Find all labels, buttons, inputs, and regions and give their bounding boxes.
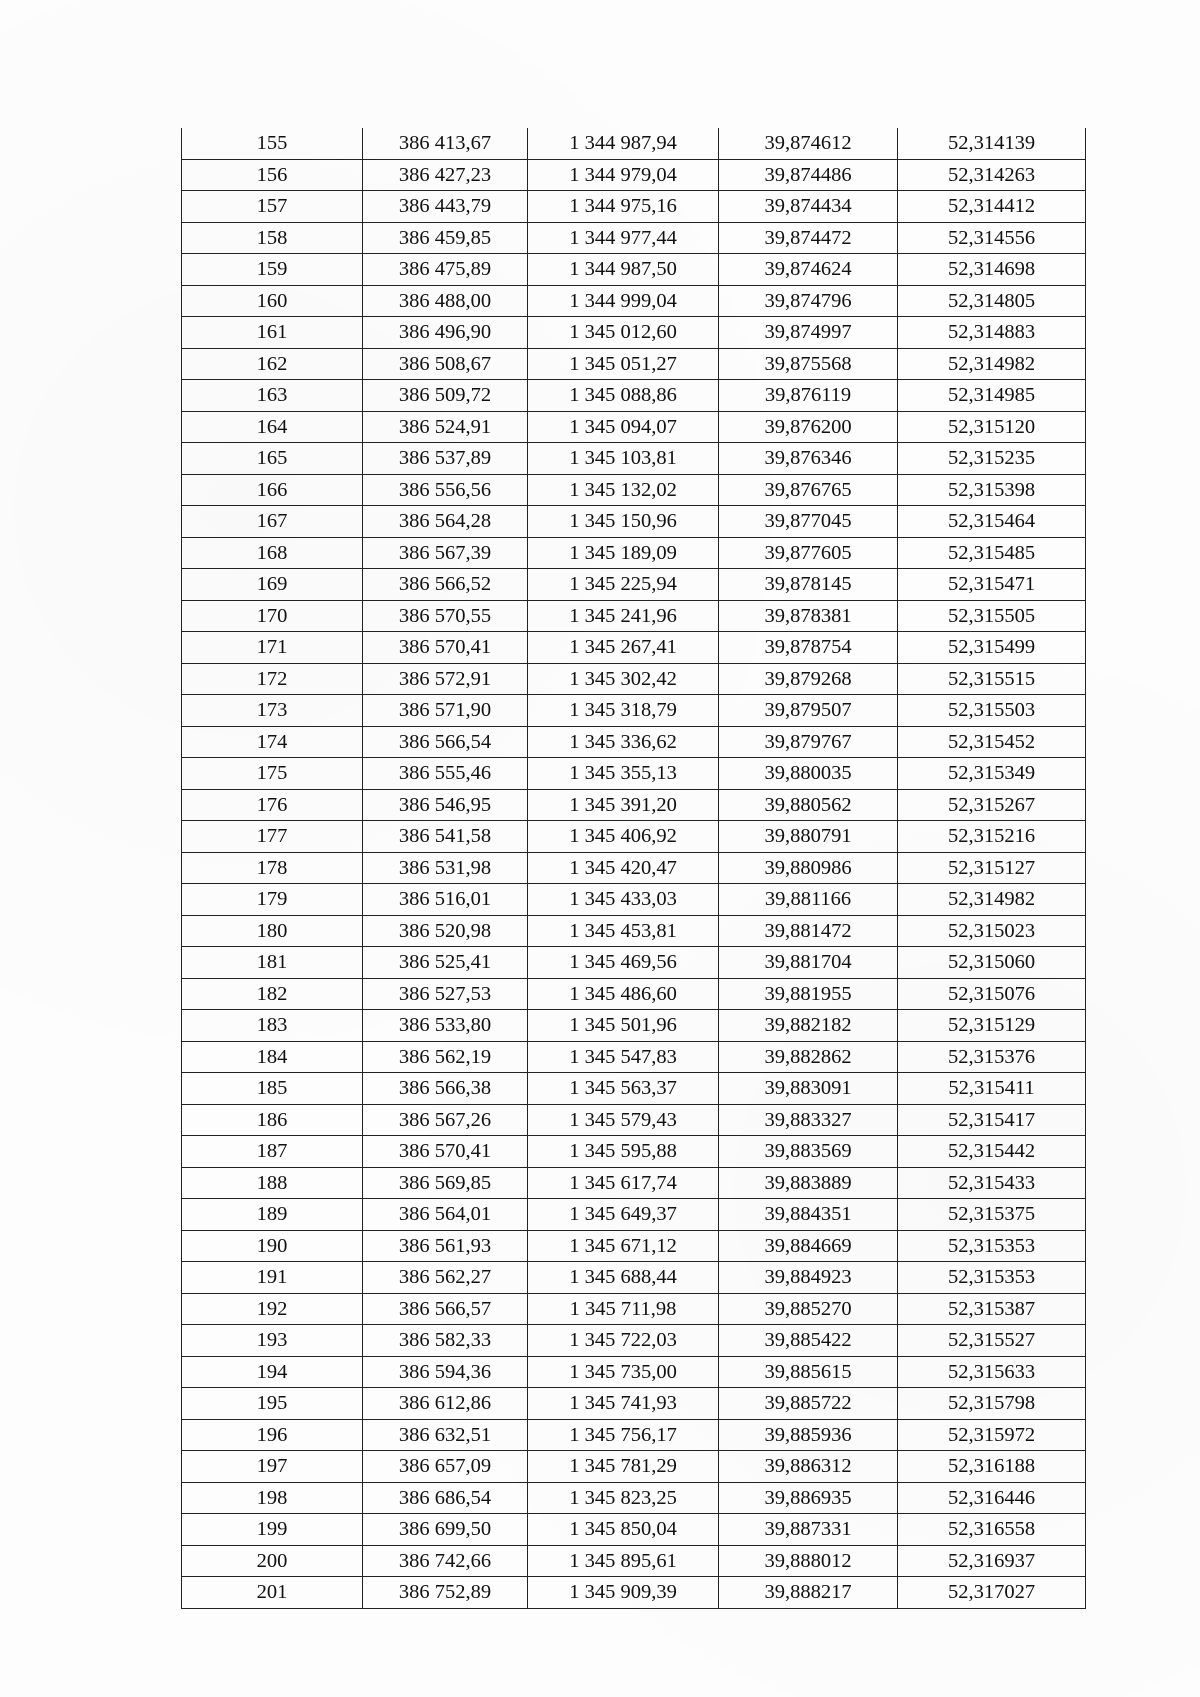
point-number-cell: 186 <box>182 1104 363 1136</box>
point-number-cell: 199 <box>182 1514 363 1546</box>
latitude-cell: 52,314698 <box>898 254 1086 286</box>
longitude-cell: 39,878145 <box>719 569 898 601</box>
latitude-cell: 52,316937 <box>898 1545 1086 1577</box>
x-coordinate-cell: 386 562,19 <box>363 1041 528 1073</box>
longitude-cell: 39,885936 <box>719 1419 898 1451</box>
x-coordinate-cell: 386 566,57 <box>363 1293 528 1325</box>
y-coordinate-cell: 1 345 189,09 <box>528 537 719 569</box>
latitude-cell: 52,315499 <box>898 632 1086 664</box>
point-number-cell: 159 <box>182 254 363 286</box>
x-coordinate-cell: 386 508,67 <box>363 348 528 380</box>
latitude-cell: 52,315267 <box>898 789 1086 821</box>
longitude-cell: 39,881955 <box>719 978 898 1010</box>
point-number-cell: 172 <box>182 663 363 695</box>
table-row <box>182 1388 1086 1420</box>
latitude-cell: 52,315485 <box>898 537 1086 569</box>
longitude-cell: 39,877045 <box>719 506 898 538</box>
x-coordinate-cell: 386 556,56 <box>363 474 528 506</box>
latitude-cell: 52,314883 <box>898 317 1086 349</box>
latitude-cell: 52,315417 <box>898 1104 1086 1136</box>
latitude-cell: 52,315216 <box>898 821 1086 853</box>
x-coordinate-cell: 386 742,66 <box>363 1545 528 1577</box>
y-coordinate-cell: 1 345 241,96 <box>528 600 719 632</box>
latitude-cell: 52,315471 <box>898 569 1086 601</box>
point-number-cell: 185 <box>182 1073 363 1105</box>
table-row <box>182 1136 1086 1168</box>
point-number-cell: 170 <box>182 600 363 632</box>
y-coordinate-cell: 1 345 722,03 <box>528 1325 719 1357</box>
x-coordinate-cell: 386 612,86 <box>363 1388 528 1420</box>
latitude-cell: 52,315442 <box>898 1136 1086 1168</box>
latitude-cell: 52,315798 <box>898 1388 1086 1420</box>
y-coordinate-cell: 1 344 979,04 <box>528 159 719 191</box>
latitude-cell: 52,315972 <box>898 1419 1086 1451</box>
longitude-cell: 39,885722 <box>719 1388 898 1420</box>
longitude-cell: 39,874486 <box>719 159 898 191</box>
y-coordinate-cell: 1 344 987,94 <box>528 128 719 159</box>
latitude-cell: 52,315127 <box>898 852 1086 884</box>
longitude-cell: 39,883889 <box>719 1167 898 1199</box>
latitude-cell: 52,314805 <box>898 285 1086 317</box>
table-row <box>182 254 1086 286</box>
y-coordinate-cell: 1 345 649,37 <box>528 1199 719 1231</box>
y-coordinate-cell: 1 344 999,04 <box>528 285 719 317</box>
y-coordinate-cell: 1 345 433,03 <box>528 884 719 916</box>
y-coordinate-cell: 1 345 671,12 <box>528 1230 719 1262</box>
x-coordinate-cell: 386 570,41 <box>363 632 528 664</box>
y-coordinate-cell: 1 344 975,16 <box>528 191 719 223</box>
point-number-cell: 155 <box>182 128 363 159</box>
longitude-cell: 39,874624 <box>719 254 898 286</box>
table-row <box>182 1545 1086 1577</box>
table-row <box>182 1514 1086 1546</box>
y-coordinate-cell: 1 344 977,44 <box>528 222 719 254</box>
point-number-cell: 178 <box>182 852 363 884</box>
longitude-cell: 39,888217 <box>719 1577 898 1609</box>
longitude-cell: 39,876119 <box>719 380 898 412</box>
latitude-cell: 52,315452 <box>898 726 1086 758</box>
x-coordinate-cell: 386 537,89 <box>363 443 528 475</box>
longitude-cell: 39,880791 <box>719 821 898 853</box>
y-coordinate-cell: 1 345 267,41 <box>528 632 719 664</box>
table-row <box>182 1419 1086 1451</box>
point-number-cell: 201 <box>182 1577 363 1609</box>
point-number-cell: 200 <box>182 1545 363 1577</box>
latitude-cell: 52,315349 <box>898 758 1086 790</box>
x-coordinate-cell: 386 657,09 <box>363 1451 528 1483</box>
longitude-cell: 39,884669 <box>719 1230 898 1262</box>
point-number-cell: 174 <box>182 726 363 758</box>
x-coordinate-cell: 386 571,90 <box>363 695 528 727</box>
longitude-cell: 39,886935 <box>719 1482 898 1514</box>
x-coordinate-cell: 386 555,46 <box>363 758 528 790</box>
latitude-cell: 52,314263 <box>898 159 1086 191</box>
latitude-cell: 52,315120 <box>898 411 1086 443</box>
latitude-cell: 52,315129 <box>898 1010 1086 1042</box>
latitude-cell: 52,314556 <box>898 222 1086 254</box>
longitude-cell: 39,885615 <box>719 1356 898 1388</box>
longitude-cell: 39,874472 <box>719 222 898 254</box>
y-coordinate-cell: 1 345 501,96 <box>528 1010 719 1042</box>
latitude-cell: 52,314982 <box>898 348 1086 380</box>
x-coordinate-cell: 386 752,89 <box>363 1577 528 1609</box>
point-number-cell: 161 <box>182 317 363 349</box>
x-coordinate-cell: 386 632,51 <box>363 1419 528 1451</box>
y-coordinate-cell: 1 345 051,27 <box>528 348 719 380</box>
table-row <box>182 600 1086 632</box>
y-coordinate-cell: 1 345 688,44 <box>528 1262 719 1294</box>
table-row <box>182 285 1086 317</box>
y-coordinate-cell: 1 345 850,04 <box>528 1514 719 1546</box>
coordinates-table-body <box>182 128 1086 1608</box>
y-coordinate-cell: 1 345 579,43 <box>528 1104 719 1136</box>
point-number-cell: 177 <box>182 821 363 853</box>
latitude-cell: 52,315387 <box>898 1293 1086 1325</box>
point-number-cell: 176 <box>182 789 363 821</box>
x-coordinate-cell: 386 531,98 <box>363 852 528 884</box>
latitude-cell: 52,316558 <box>898 1514 1086 1546</box>
latitude-cell: 52,315515 <box>898 663 1086 695</box>
y-coordinate-cell: 1 345 895,61 <box>528 1545 719 1577</box>
x-coordinate-cell: 386 567,39 <box>363 537 528 569</box>
x-coordinate-cell: 386 546,95 <box>363 789 528 821</box>
point-number-cell: 182 <box>182 978 363 1010</box>
y-coordinate-cell: 1 344 987,50 <box>528 254 719 286</box>
table-row <box>182 222 1086 254</box>
longitude-cell: 39,874997 <box>719 317 898 349</box>
point-number-cell: 171 <box>182 632 363 664</box>
x-coordinate-cell: 386 564,01 <box>363 1199 528 1231</box>
coordinates-table <box>181 128 1086 1609</box>
table-row <box>182 380 1086 412</box>
longitude-cell: 39,878754 <box>719 632 898 664</box>
table-row <box>182 569 1086 601</box>
latitude-cell: 52,315076 <box>898 978 1086 1010</box>
point-number-cell: 194 <box>182 1356 363 1388</box>
table-row <box>182 159 1086 191</box>
x-coordinate-cell: 386 570,41 <box>363 1136 528 1168</box>
longitude-cell: 39,874612 <box>719 128 898 159</box>
table-row <box>182 1199 1086 1231</box>
y-coordinate-cell: 1 345 132,02 <box>528 474 719 506</box>
x-coordinate-cell: 386 459,85 <box>363 222 528 254</box>
table-row <box>182 1104 1086 1136</box>
point-number-cell: 158 <box>182 222 363 254</box>
longitude-cell: 39,886312 <box>719 1451 898 1483</box>
table-row <box>182 1041 1086 1073</box>
point-number-cell: 197 <box>182 1451 363 1483</box>
point-number-cell: 179 <box>182 884 363 916</box>
table-row <box>182 884 1086 916</box>
x-coordinate-cell: 386 686,54 <box>363 1482 528 1514</box>
point-number-cell: 187 <box>182 1136 363 1168</box>
y-coordinate-cell: 1 345 355,13 <box>528 758 719 790</box>
latitude-cell: 52,315633 <box>898 1356 1086 1388</box>
table-row <box>182 852 1086 884</box>
point-number-cell: 181 <box>182 947 363 979</box>
y-coordinate-cell: 1 345 302,42 <box>528 663 719 695</box>
y-coordinate-cell: 1 345 486,60 <box>528 978 719 1010</box>
y-coordinate-cell: 1 345 563,37 <box>528 1073 719 1105</box>
point-number-cell: 162 <box>182 348 363 380</box>
y-coordinate-cell: 1 345 391,20 <box>528 789 719 821</box>
table-row <box>182 1230 1086 1262</box>
longitude-cell: 39,887331 <box>719 1514 898 1546</box>
x-coordinate-cell: 386 572,91 <box>363 663 528 695</box>
y-coordinate-cell: 1 345 469,56 <box>528 947 719 979</box>
table-row <box>182 947 1086 979</box>
x-coordinate-cell: 386 533,80 <box>363 1010 528 1042</box>
x-coordinate-cell: 386 567,26 <box>363 1104 528 1136</box>
latitude-cell: 52,315060 <box>898 947 1086 979</box>
latitude-cell: 52,315433 <box>898 1167 1086 1199</box>
longitude-cell: 39,881166 <box>719 884 898 916</box>
y-coordinate-cell: 1 345 150,96 <box>528 506 719 538</box>
point-number-cell: 163 <box>182 380 363 412</box>
longitude-cell: 39,880986 <box>719 852 898 884</box>
y-coordinate-cell: 1 345 909,39 <box>528 1577 719 1609</box>
longitude-cell: 39,885422 <box>719 1325 898 1357</box>
table-row <box>182 1325 1086 1357</box>
table-row <box>182 663 1086 695</box>
longitude-cell: 39,882182 <box>719 1010 898 1042</box>
longitude-cell: 39,879767 <box>719 726 898 758</box>
x-coordinate-cell: 386 520,98 <box>363 915 528 947</box>
point-number-cell: 168 <box>182 537 363 569</box>
table-row <box>182 726 1086 758</box>
table-row <box>182 915 1086 947</box>
point-number-cell: 196 <box>182 1419 363 1451</box>
point-number-cell: 189 <box>182 1199 363 1231</box>
longitude-cell: 39,880562 <box>719 789 898 821</box>
point-number-cell: 164 <box>182 411 363 443</box>
table-row <box>182 537 1086 569</box>
latitude-cell: 52,314412 <box>898 191 1086 223</box>
y-coordinate-cell: 1 345 617,74 <box>528 1167 719 1199</box>
longitude-cell: 39,885270 <box>719 1293 898 1325</box>
latitude-cell: 52,315235 <box>898 443 1086 475</box>
longitude-cell: 39,879507 <box>719 695 898 727</box>
x-coordinate-cell: 386 570,55 <box>363 600 528 632</box>
y-coordinate-cell: 1 345 012,60 <box>528 317 719 349</box>
x-coordinate-cell: 386 566,38 <box>363 1073 528 1105</box>
longitude-cell: 39,874434 <box>719 191 898 223</box>
y-coordinate-cell: 1 345 088,86 <box>528 380 719 412</box>
table-row <box>182 632 1086 664</box>
longitude-cell: 39,876200 <box>719 411 898 443</box>
table-row <box>182 1010 1086 1042</box>
x-coordinate-cell: 386 699,50 <box>363 1514 528 1546</box>
y-coordinate-cell: 1 345 094,07 <box>528 411 719 443</box>
latitude-cell: 52,315375 <box>898 1199 1086 1231</box>
y-coordinate-cell: 1 345 781,29 <box>528 1451 719 1483</box>
y-coordinate-cell: 1 345 756,17 <box>528 1419 719 1451</box>
y-coordinate-cell: 1 345 823,25 <box>528 1482 719 1514</box>
latitude-cell: 52,316446 <box>898 1482 1086 1514</box>
longitude-cell: 39,875568 <box>719 348 898 380</box>
table-row <box>182 1167 1086 1199</box>
latitude-cell: 52,315464 <box>898 506 1086 538</box>
longitude-cell: 39,882862 <box>719 1041 898 1073</box>
table-row <box>182 317 1086 349</box>
table-row <box>182 1293 1086 1325</box>
longitude-cell: 39,878381 <box>719 600 898 632</box>
table-row <box>182 821 1086 853</box>
longitude-cell: 39,884923 <box>719 1262 898 1294</box>
x-coordinate-cell: 386 488,00 <box>363 285 528 317</box>
x-coordinate-cell: 386 582,33 <box>363 1325 528 1357</box>
longitude-cell: 39,884351 <box>719 1199 898 1231</box>
y-coordinate-cell: 1 345 103,81 <box>528 443 719 475</box>
y-coordinate-cell: 1 345 741,93 <box>528 1388 719 1420</box>
latitude-cell: 52,315527 <box>898 1325 1086 1357</box>
longitude-cell: 39,876765 <box>719 474 898 506</box>
table-row <box>182 474 1086 506</box>
longitude-cell: 39,879268 <box>719 663 898 695</box>
y-coordinate-cell: 1 345 318,79 <box>528 695 719 727</box>
longitude-cell: 39,883327 <box>719 1104 898 1136</box>
table-row <box>182 978 1086 1010</box>
latitude-cell: 52,315411 <box>898 1073 1086 1105</box>
point-number-cell: 184 <box>182 1041 363 1073</box>
table-row <box>182 758 1086 790</box>
latitude-cell: 52,314985 <box>898 380 1086 412</box>
x-coordinate-cell: 386 525,41 <box>363 947 528 979</box>
point-number-cell: 195 <box>182 1388 363 1420</box>
point-number-cell: 180 <box>182 915 363 947</box>
x-coordinate-cell: 386 509,72 <box>363 380 528 412</box>
latitude-cell: 52,315505 <box>898 600 1086 632</box>
point-number-cell: 188 <box>182 1167 363 1199</box>
point-number-cell: 183 <box>182 1010 363 1042</box>
longitude-cell: 39,877605 <box>719 537 898 569</box>
table-row <box>182 128 1086 159</box>
x-coordinate-cell: 386 561,93 <box>363 1230 528 1262</box>
x-coordinate-cell: 386 569,85 <box>363 1167 528 1199</box>
table-row <box>182 506 1086 538</box>
table-row <box>182 695 1086 727</box>
x-coordinate-cell: 386 443,79 <box>363 191 528 223</box>
longitude-cell: 39,883569 <box>719 1136 898 1168</box>
longitude-cell: 39,888012 <box>719 1545 898 1577</box>
y-coordinate-cell: 1 345 336,62 <box>528 726 719 758</box>
table-row <box>182 443 1086 475</box>
table-row <box>182 1356 1086 1388</box>
x-coordinate-cell: 386 562,27 <box>363 1262 528 1294</box>
x-coordinate-cell: 386 564,28 <box>363 506 528 538</box>
longitude-cell: 39,876346 <box>719 443 898 475</box>
table-row <box>182 789 1086 821</box>
longitude-cell: 39,880035 <box>719 758 898 790</box>
latitude-cell: 52,315398 <box>898 474 1086 506</box>
y-coordinate-cell: 1 345 406,92 <box>528 821 719 853</box>
latitude-cell: 52,315503 <box>898 695 1086 727</box>
table-row <box>182 348 1086 380</box>
point-number-cell: 191 <box>182 1262 363 1294</box>
point-number-cell: 167 <box>182 506 363 538</box>
y-coordinate-cell: 1 345 595,88 <box>528 1136 719 1168</box>
table-row <box>182 191 1086 223</box>
point-number-cell: 157 <box>182 191 363 223</box>
x-coordinate-cell: 386 541,58 <box>363 821 528 853</box>
longitude-cell: 39,883091 <box>719 1073 898 1105</box>
point-number-cell: 165 <box>182 443 363 475</box>
x-coordinate-cell: 386 496,90 <box>363 317 528 349</box>
y-coordinate-cell: 1 345 420,47 <box>528 852 719 884</box>
y-coordinate-cell: 1 345 547,83 <box>528 1041 719 1073</box>
y-coordinate-cell: 1 345 735,00 <box>528 1356 719 1388</box>
longitude-cell: 39,881704 <box>719 947 898 979</box>
point-number-cell: 175 <box>182 758 363 790</box>
point-number-cell: 166 <box>182 474 363 506</box>
latitude-cell: 52,315023 <box>898 915 1086 947</box>
latitude-cell: 52,316188 <box>898 1451 1086 1483</box>
x-coordinate-cell: 386 427,23 <box>363 159 528 191</box>
y-coordinate-cell: 1 345 225,94 <box>528 569 719 601</box>
y-coordinate-cell: 1 345 711,98 <box>528 1293 719 1325</box>
x-coordinate-cell: 386 475,89 <box>363 254 528 286</box>
point-number-cell: 190 <box>182 1230 363 1262</box>
x-coordinate-cell: 386 516,01 <box>363 884 528 916</box>
table-row <box>182 1577 1086 1609</box>
point-number-cell: 193 <box>182 1325 363 1357</box>
table-row <box>182 411 1086 443</box>
latitude-cell: 52,314139 <box>898 128 1086 159</box>
x-coordinate-cell: 386 527,53 <box>363 978 528 1010</box>
x-coordinate-cell: 386 566,54 <box>363 726 528 758</box>
table-row <box>182 1482 1086 1514</box>
table-row <box>182 1451 1086 1483</box>
latitude-cell: 52,314982 <box>898 884 1086 916</box>
x-coordinate-cell: 386 594,36 <box>363 1356 528 1388</box>
point-number-cell: 169 <box>182 569 363 601</box>
longitude-cell: 39,881472 <box>719 915 898 947</box>
latitude-cell: 52,315353 <box>898 1230 1086 1262</box>
x-coordinate-cell: 386 524,91 <box>363 411 528 443</box>
longitude-cell: 39,874796 <box>719 285 898 317</box>
x-coordinate-cell: 386 413,67 <box>363 128 528 159</box>
table-row <box>182 1262 1086 1294</box>
latitude-cell: 52,315376 <box>898 1041 1086 1073</box>
x-coordinate-cell: 386 566,52 <box>363 569 528 601</box>
point-number-cell: 198 <box>182 1482 363 1514</box>
point-number-cell: 173 <box>182 695 363 727</box>
table-row <box>182 1073 1086 1105</box>
point-number-cell: 192 <box>182 1293 363 1325</box>
latitude-cell: 52,317027 <box>898 1577 1086 1609</box>
point-number-cell: 160 <box>182 285 363 317</box>
y-coordinate-cell: 1 345 453,81 <box>528 915 719 947</box>
latitude-cell: 52,315353 <box>898 1262 1086 1294</box>
point-number-cell: 156 <box>182 159 363 191</box>
